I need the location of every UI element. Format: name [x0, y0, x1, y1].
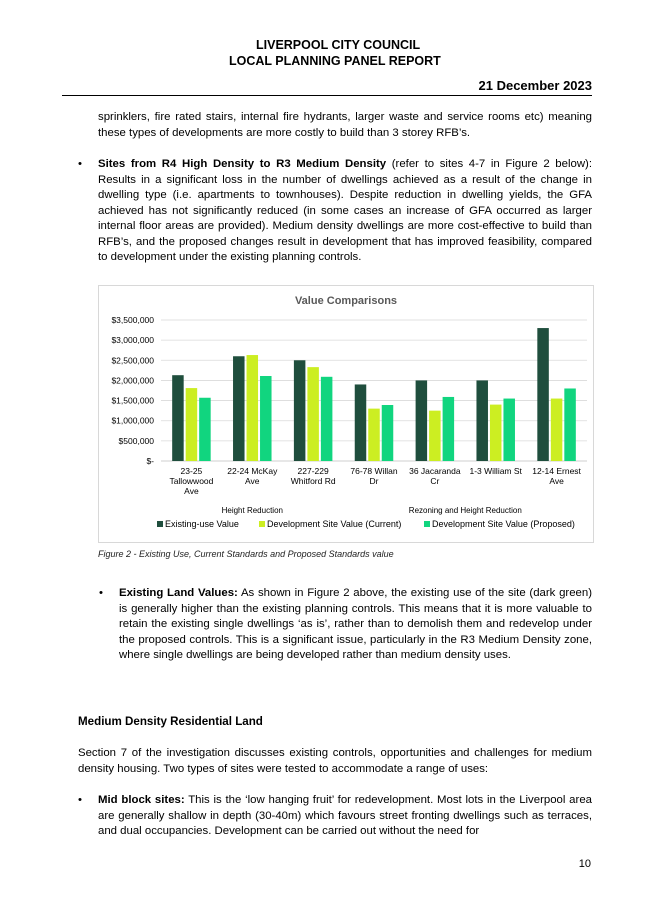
bar [260, 376, 272, 461]
bullet-mid-block-sites [98, 793, 592, 840]
section-paragraph: Section 7 of the investigation discusses existing controls, opportunities and challenges for medium density housing. Two types of sites were tested to accommodate a range of uses: [78, 747, 592, 775]
header-report-title: LOCAL PLANNING PANEL REPORT [229, 54, 441, 68]
bar [490, 405, 502, 461]
bar [443, 397, 455, 461]
section-heading: Medium Density Residential Land [78, 715, 263, 728]
bar [382, 405, 394, 461]
bar [172, 375, 184, 461]
bar [247, 355, 258, 461]
y-tick-label: $2,500,000 [111, 355, 154, 366]
bar [233, 356, 245, 461]
y-tick-label: $3,000,000 [111, 335, 154, 346]
legend-swatch [424, 521, 430, 527]
bar [551, 399, 563, 461]
legend-label: Existing-use Value [165, 519, 239, 529]
x-tick-label: 76-78 Willan [350, 466, 398, 476]
legend-label: Development Site Value (Proposed) [432, 519, 575, 529]
figure-caption: Figure 2 - Existing Use, Current Standards and Proposed Standards value [98, 549, 394, 559]
bullet-existing-land-values-heading: Existing Land Values: [119, 587, 238, 599]
bar [503, 399, 515, 461]
bar [429, 411, 441, 461]
bullet-existing-land-values [119, 586, 592, 664]
x-tick-label: 22-24 McKay [227, 466, 278, 476]
bullet-marker: • [99, 587, 103, 599]
bar [355, 384, 367, 461]
x-tick-label: 23-25 [180, 466, 203, 476]
bullet-marker: • [78, 158, 82, 170]
header-rule [62, 95, 592, 96]
x-tick-label: Ave [549, 476, 564, 486]
x-tick-label: Ave [245, 476, 260, 486]
bar [294, 360, 306, 461]
group-label: Height Reduction [221, 506, 283, 515]
bullet-mid-block-sites-heading: Mid block sites: [98, 794, 185, 806]
y-tick-label: $3,500,000 [111, 315, 154, 325]
x-tick-label: Dr [369, 476, 379, 486]
header-date: 21 December 2023 [478, 78, 592, 93]
bar [199, 398, 211, 461]
bar [416, 380, 428, 461]
bar [476, 380, 488, 461]
x-tick-label: Tallowwood [169, 476, 214, 486]
value-comparison-chart [98, 285, 594, 543]
x-tick-label: 36 Jacaranda [409, 466, 461, 476]
y-tick-label: $- [146, 456, 154, 466]
bar [186, 388, 198, 461]
y-tick-label: $1,500,000 [111, 395, 154, 406]
bar [537, 328, 549, 461]
x-tick-label: 227-229 [297, 466, 329, 476]
x-tick-label: Ave [184, 486, 199, 496]
y-tick-label: $500,000 [118, 435, 154, 446]
bullet-marker: • [78, 794, 82, 806]
legend-swatch [259, 521, 265, 527]
y-tick-label: $2,000,000 [111, 375, 154, 386]
page-number: 10 [578, 858, 591, 870]
x-tick-label: 1-3 William St [469, 466, 522, 476]
legend-swatch [157, 521, 163, 527]
y-tick-label: $1,000,000 [111, 415, 154, 426]
legend-label: Development Site Value (Current) [267, 519, 402, 529]
x-tick-label: Whitford Rd [290, 476, 336, 486]
intro-paragraph: sprinklers, fire rated stairs, internal fire hydrants, larger waste and service rooms etc) meaning these types of developments are more costly to build than 3 storey RFB’s. [98, 111, 592, 139]
bar [368, 409, 380, 461]
header-council-name: LIVERPOOL CITY COUNCIL [256, 38, 421, 52]
chart-title: Value Comparisons [294, 295, 398, 307]
bar [564, 388, 576, 461]
bar [321, 377, 333, 461]
group-label: Rezoning and Height Reduction [408, 506, 522, 515]
bullet-existing-land-values-text: As shown in Figure 2 above, the existing use of the site (dark green) is generally higher than the existing planning controls. This means that it is more valuable to retain the existing single dwellings ‘as is’, rather than to demolish them and redevelop under the proposed controls. This is a significant issue, particularly in the R3 Medium Density zone, where single dwellings are being developed rather than medium density uses. [119, 587, 593, 661]
x-tick-label: 12-14 Ernest [532, 466, 581, 476]
bullet-mid-block-sites-text: This is the ‘low hanging fruit’ for redevelopment. Most lots in the Liverpool area are generally shallow in depth (30-40m) which favours street fronting dwellings such as terraces, and dual occupancies. Development can be carried out without the need for [98, 794, 592, 837]
bullet-r4-to-r3-text: (refer to sites 4-7 in Figure 2 below): Results in a significant loss in the number of dwellings achieved as a result of the change in dwelling type (i.e. apartments to townhouses). Despite reduction in dwelling yields, the GFA achieved has not significantly reduced (in some cases an increase of GFA occurred as larger internal floor areas are provided). Medium density dwellings are more cost-effective to build than RFB’s, and the proposed changes result in development that has improved feasibility, compared to development under the existing planning controls. [98, 158, 593, 263]
bullet-r4-to-r3 [98, 157, 592, 266]
bar [307, 367, 319, 461]
bullet-r4-to-r3-heading: Sites from R4 High Density to R3 Medium Density [98, 158, 387, 170]
chart-svg [99, 286, 593, 542]
x-tick-label: Cr [430, 476, 440, 486]
